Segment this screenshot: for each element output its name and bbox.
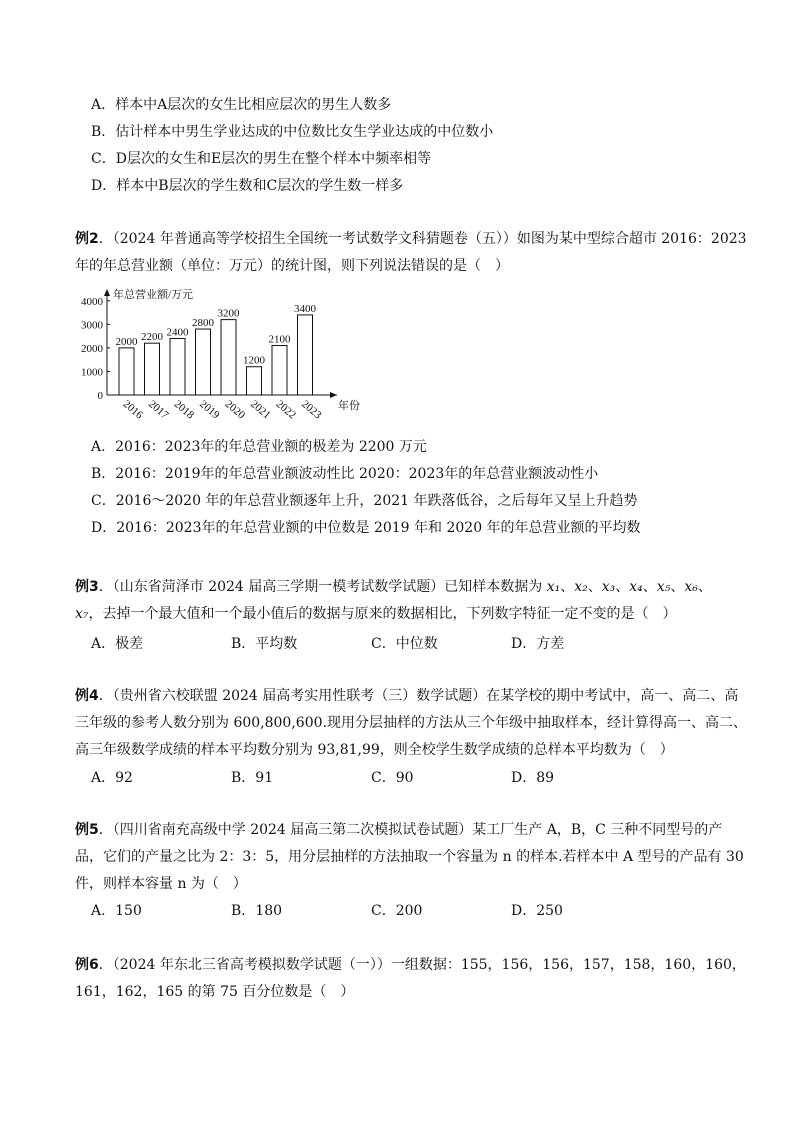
var-x7: x₇ (75, 606, 89, 622)
example5-line1: 例5．（四川省南充高级中学 2024 届高三第二次模拟试卷试题）某工厂生产 A，B，C 三种不同型号的产 (75, 822, 723, 838)
example5-options (91, 901, 651, 921)
x-tick-label: 2018 (171, 398, 197, 422)
x-tick-label: 2016 (120, 398, 146, 422)
example6-line1: 例6．（2024 年东北三省高考模拟数学试题（一））一组数据：155，156，156，157，158，160，160， (75, 957, 746, 973)
example5-line2: 品，它们的产量之比为 2：3：5，用分层抽样的方法抽取一个容量为 n 的样本.若样本中 A 型号的产品有 30 (75, 849, 744, 865)
x-axis-title: 年份 (338, 400, 360, 412)
top-option-b: B．估计样本中男生学业达成的中位数比女生学业达成的中位数小 (91, 124, 494, 140)
example3-option-a: A．极差 (91, 636, 144, 652)
bar (170, 338, 185, 395)
example2-option-a: A．2016：2023年的年总营业额的极差为 2200 万元 (91, 439, 427, 455)
example3-line2: x₇，去掉一个最大值和一个最小值后的数据与原来的数据相比，下列数字特征一定不变的是（ ） (75, 606, 677, 622)
var-x4: x₄ (629, 579, 643, 595)
top-option-d: D．样本中B层次的学生数和C层次的学生数一样多 (91, 178, 404, 194)
var-x6: x₆ (684, 579, 698, 595)
data-label: 2100 (268, 333, 291, 346)
example3-option-c: C．中位数 (371, 636, 438, 652)
x-tick-label: 2021 (248, 398, 273, 422)
data-label: 2800 (192, 317, 214, 330)
top-option-c: C．D层次的女生和E层次的男生在整个样本中频率相等 (91, 151, 432, 167)
example4-option-b: B．91 (231, 770, 274, 786)
bar (196, 329, 211, 395)
data-label: 3400 (294, 302, 316, 315)
data-label: 3200 (217, 307, 240, 320)
example2-label: 例2 (75, 231, 99, 247)
x-axis-arrow (330, 392, 337, 398)
example3-options (91, 634, 651, 654)
revenue-bar-chart (75, 283, 375, 423)
example2-line1: 例2．（2024 年普通高等学校招生全国统一考试数学文科猜题卷（五））如图为某中型综合超市 2016：2023 (75, 231, 747, 247)
x-tick-label: 2020 (222, 398, 248, 422)
example4-options (91, 768, 651, 788)
top-option-a: A．样本中A层次的女生比相应层次的男生人数多 (91, 97, 392, 113)
example4-option-a: A．92 (91, 770, 133, 786)
example5-option-d: D．250 (511, 903, 563, 919)
var-x5: x₅ (656, 579, 671, 595)
x-tick-label: 2023 (299, 398, 324, 422)
example4-option-c: C．90 (371, 770, 414, 786)
example6-label: 例6 (75, 957, 99, 973)
example5-option-b: B．180 (231, 903, 283, 919)
chart-bars (119, 315, 313, 395)
data-label: 2200 (141, 331, 163, 344)
example2-option-c: C．2016～2020 年的年总营业额逐年上升，2021 年跌落低谷，之后每年又呈上升趋势 (91, 493, 638, 509)
example3-option-d: D．方差 (511, 636, 565, 652)
example3-option-b: B．平均数 (231, 636, 298, 652)
y-tick-label: 3000 (81, 319, 103, 332)
bar (298, 315, 313, 395)
example4-option-d: D．89 (511, 770, 555, 786)
x-tick-label: 2022 (273, 398, 299, 422)
bar (272, 346, 287, 395)
y-axis-title: 年总营业额/万元 (113, 289, 194, 301)
example2-line2: 年的年总营业额（单位：万元）的统计图，则下列说法错误的是（ ） (75, 258, 509, 274)
var-x1: x₁ (546, 579, 561, 595)
data-label: 2400 (166, 326, 189, 339)
example2-option-b: B．2016：2019年的年总营业额波动性比 2020：2023年的年总营业额波动性小 (91, 466, 599, 482)
example5-label: 例5 (75, 822, 99, 838)
bar (221, 320, 236, 395)
y-tick-label: 1000 (81, 366, 103, 379)
example5-option-a: A．150 (91, 903, 142, 919)
bar (119, 348, 134, 395)
example4-line2: 三年级的参考人数分别为 600,800,600.现用分层抽样的方法从三个年级中抽取样本，经计算得高一、高二、 (75, 715, 747, 731)
data-label: 1200 (243, 354, 265, 367)
example3-label: 例3 (75, 579, 99, 595)
var-x2: x₂ (574, 579, 588, 595)
bar (145, 343, 160, 395)
y-tick-label: 4000 (81, 295, 103, 308)
x-tick-label: 2019 (197, 398, 222, 422)
y-tick-label: 2000 (81, 342, 103, 355)
y-axis-arrow (104, 289, 110, 296)
example2-option-d: D．2016：2023年的年总营业额的中位数是 2019 年和 2020 年的年总营业额的平均数 (91, 520, 641, 536)
example5-line3: 件，则样本容量 n 为（ ） (75, 876, 247, 892)
y-tick-label: 0 (97, 390, 103, 402)
var-x3: x₃ (601, 579, 616, 595)
example4-line3: 高三年级数学成绩的样本平均数分别为 93,81,99，则全校学生数学成绩的总样本平均数为（ ） (75, 742, 674, 758)
example5-option-c: C．200 (371, 903, 423, 919)
bar (247, 367, 262, 395)
example6-line2: 161，162，165 的第 75 百分位数是（ ） (75, 984, 355, 1000)
example4-line1: 例4．（贵州省六校联盟 2024 届高考实用性联考（三）数学试题）在某学校的期中考试中，高一、高二、高 (75, 688, 739, 704)
data-label: 2000 (115, 335, 138, 348)
x-tick-label: 2017 (146, 398, 171, 422)
example4-label: 例4 (75, 688, 99, 704)
example3-line1: 例3．（山东省菏泽市 2024 届高三学期一模考试数学试题）已知样本数据为 x₁、x₂、x₃、x₄、x₅、x₆、 (75, 579, 712, 595)
